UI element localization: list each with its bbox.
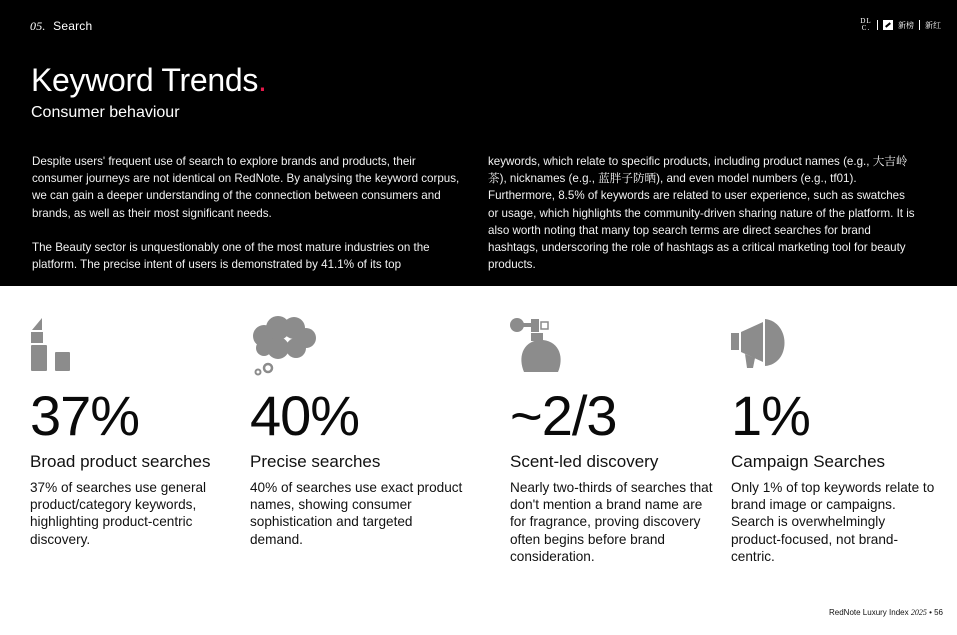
stat-description: Nearly two-thirds of searches that don't mention a brand name are for fragrance, proving discovery often begins before brand consideration. xyxy=(510,480,713,564)
page-title-text: Keyword Trends xyxy=(31,62,259,98)
body-paragraph: Despite users' frequent use of search to explore brands and products, their consumer journeys are not identical on RedNote. By analysing the keyword corpus, we can gain a deeper understanding of the connection between consumers and brands, as well as their most significant needs. xyxy=(32,155,460,220)
section-name: Search xyxy=(53,19,93,33)
body-column-left xyxy=(32,153,462,290)
stat-card-campaign xyxy=(731,316,936,565)
section-number: 05. xyxy=(30,19,46,33)
title-accent-dot: . xyxy=(258,62,267,98)
megaphone-icon xyxy=(731,316,936,374)
stat-label: Scent-led discovery xyxy=(510,452,659,471)
stat-card-precise xyxy=(250,316,465,548)
page-footer xyxy=(829,608,943,617)
stat-value: ~2/3 xyxy=(510,384,617,447)
stat-description: 40% of searches use exact product names, showing consumer sophistication and targeted demand. xyxy=(250,480,463,547)
page-subtitle: Consumer behaviour xyxy=(31,104,180,121)
page-number: • 56 xyxy=(929,608,943,617)
stat-card-broad-product xyxy=(30,316,245,548)
dlc-logo: DL C. xyxy=(860,17,872,32)
footer-year: 2025 xyxy=(910,608,927,617)
stat-description: Only 1% of top keywords relate to brand image or campaigns. Search is overwhelmingly product-focused, not brand-centric. xyxy=(731,480,935,564)
footer-title: RedNote Luxury Index xyxy=(829,608,909,617)
stat-label: Broad product searches xyxy=(30,452,211,471)
newrank-logo-icon xyxy=(883,20,893,30)
brand-logos xyxy=(860,18,941,32)
stat-description: 37% of searches use general product/category keywords, highlighting product-centric discovery. xyxy=(30,480,207,547)
page-title xyxy=(31,62,267,99)
stat-value: 40% xyxy=(250,384,360,447)
stat-value: 37% xyxy=(30,384,140,447)
stat-label: Precise searches xyxy=(250,452,381,471)
body-column-right xyxy=(488,153,918,290)
perfume-bottle-icon xyxy=(510,316,715,374)
divider xyxy=(877,20,878,30)
stat-value: 1% xyxy=(731,384,810,447)
section-label xyxy=(30,19,92,34)
body-paragraph: The Beauty sector is unquestionably one of the most mature industries on the platform. The precise intent of users is demonstrated by 41.1% of its top xyxy=(32,240,430,272)
brand-name-1: 新榜 xyxy=(898,20,914,30)
header-band xyxy=(0,0,957,286)
stat-card-scent-led xyxy=(510,316,715,565)
thought-cloud-icon xyxy=(250,316,465,374)
divider xyxy=(919,20,920,30)
stat-label: Campaign Searches xyxy=(731,452,886,471)
body-paragraph: keywords, which relate to specific products, including product names (e.g., 大吉岭茶), nicknames (e.g., 蓝胖子防晒), and even model numbers (e.g., tf01). Furthermore, 8.5% of keywords are related to user experience, such as swatches or usage, which highlights the community-driven sharing nature of the platform. It is also worth noting that many top search terms are direct searches for brand hashtags, underscoring the role of hashtags as a critical marketing tool for beauty products. xyxy=(488,155,915,272)
brand-name-2: 新红 xyxy=(925,20,941,30)
lipstick-icon xyxy=(30,316,245,374)
